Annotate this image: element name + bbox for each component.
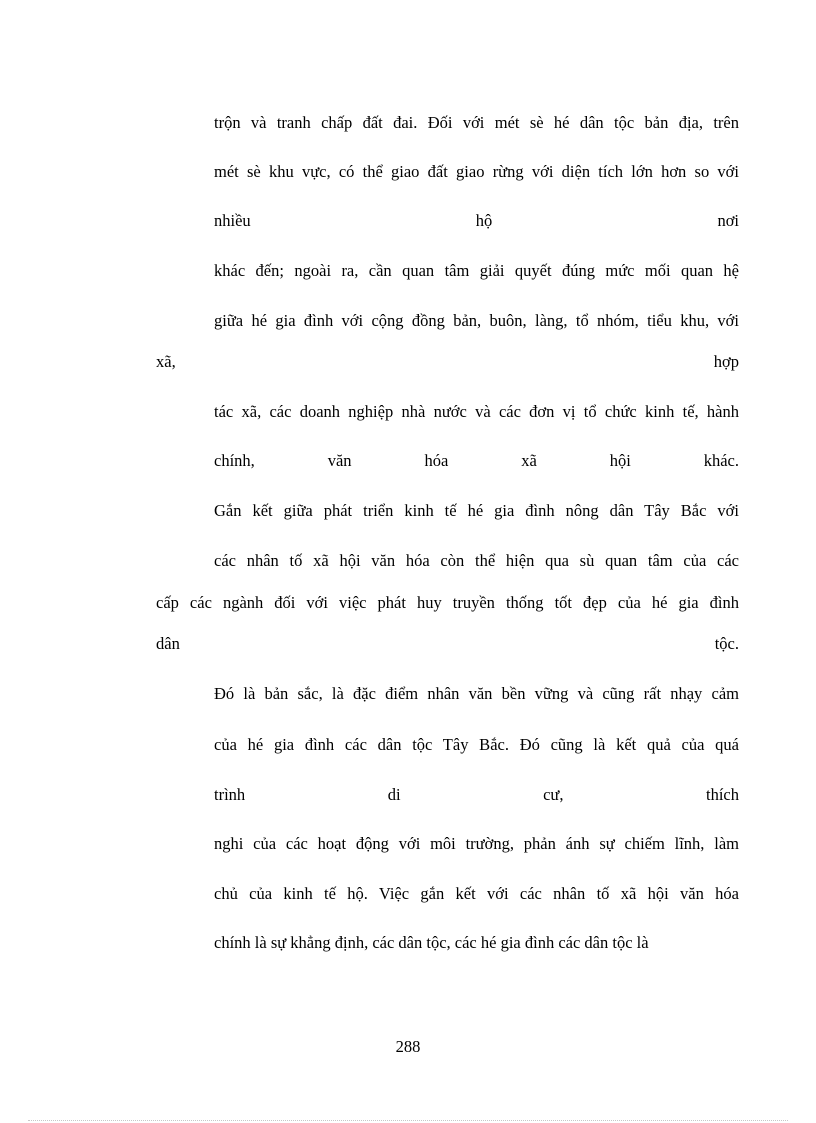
body-line-1: trộn và tranh chấp đất đai. Đối với mét sè hé dân tộc bản địa, trên [214, 113, 739, 132]
body-line-4: khác đến; ngoài ra, cần quan tâm giải quyết đúng mức mối quan hệ [214, 261, 739, 280]
body-line-2: mét sè khu vực, có thể giao đất giao rừng với diện tích lớn hơn so với [214, 162, 739, 181]
body-line-5: giữa hé gia đình với cộng đồng bản, buôn, làng, tổ nhóm, tiểu khu, với [214, 311, 739, 330]
body-line-11: cấp các ngành đối với việc phát huy truyền thống tốt đẹp của hé gia đình [156, 593, 739, 612]
page-number: 288 [395, 1037, 421, 1056]
body-line-18: chính là sự khẳng định, các dân tộc, các hé gia đình các dân tộc là [214, 933, 649, 952]
body-line-9: Gắn kết giữa phát triển kinh tế hé gia đình nông dân Tây Bắc với [214, 501, 739, 520]
page-bottom-divider [28, 1120, 788, 1121]
body-line-12: dân tộc. [156, 634, 739, 653]
body-line-16: nghi của các hoạt động với môi trường, phản ánh sự chiếm lĩnh, làm [214, 834, 739, 853]
body-line-10: các nhân tố xã hội văn hóa còn thể hiện qua sù quan tâm của các [214, 551, 739, 570]
body-line-7: tác xã, các doanh nghiệp nhà nước và các đơn vị tổ chức kinh tế, hành [214, 402, 739, 421]
body-line-8: chính, văn hóa xã hội khác. [214, 451, 739, 470]
body-line-15: trình di cư, thích [214, 785, 739, 804]
body-line-13: Đó là bản sắc, là đặc điểm nhân văn bền vững và cũng rất nhạy cảm [214, 684, 739, 703]
body-line-6: xã, hợp [156, 352, 739, 371]
body-line-3: nhiều hộ nơi [214, 211, 739, 230]
body-line-17: chủ của kinh tế hộ. Việc gắn kết với các nhân tố xã hội văn hóa [214, 884, 739, 903]
body-line-14: của hé gia đình các dân tộc Tây Bắc. Đó cũng là kết quả của quá [214, 735, 739, 754]
